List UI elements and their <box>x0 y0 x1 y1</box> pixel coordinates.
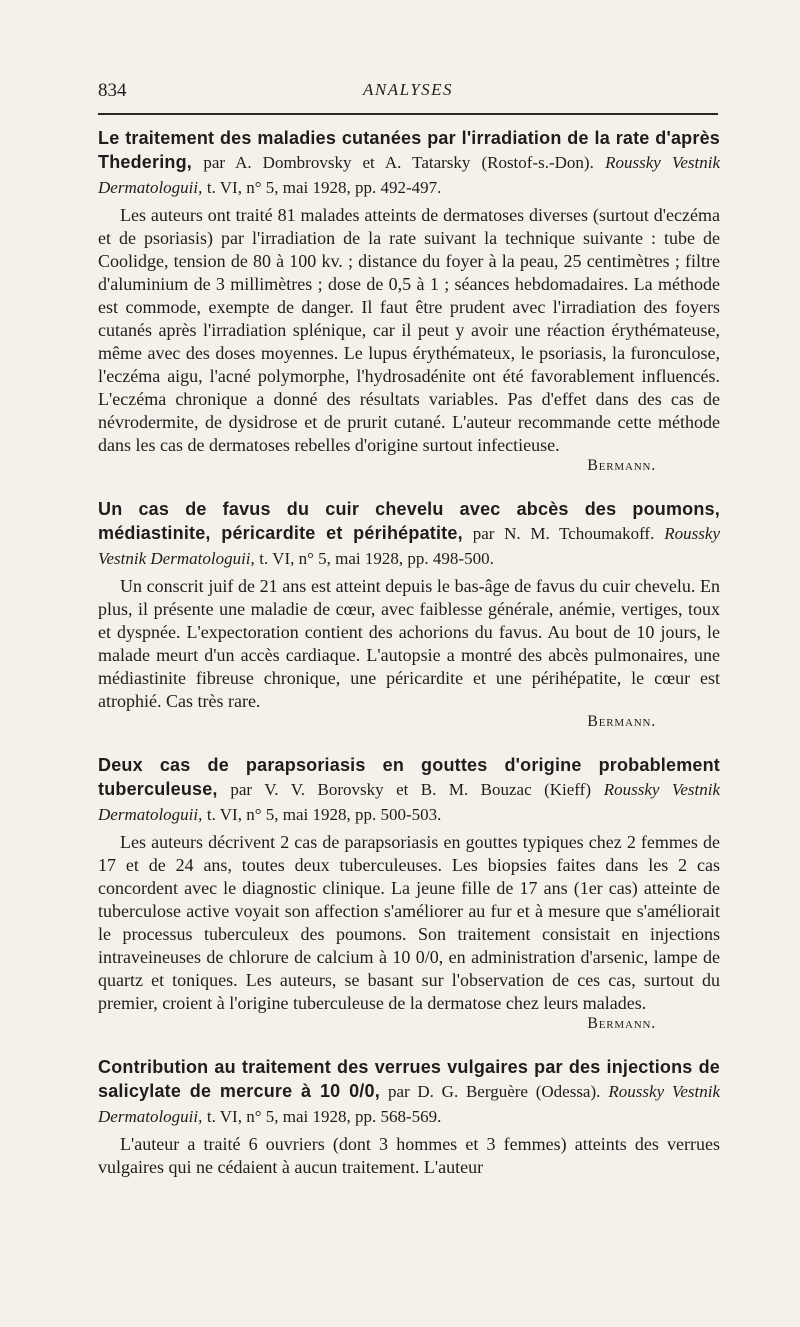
article-body: Un conscrit juif de 21 ans est atteint depuis le bas-âge de favus du cuir chevelu. En plus, il présente une maladie de cœur, avec faiblesse générale, anémie, vertiges, toux et dyspnée. L'expectoration contient des achorions du favus. Au bout de 10 jours, le malade meurt d'un accès cardiaque. L'autopsie a montré des abcès pulmonaires, une médiastinite fibreuse chronique, une péricardite et une périhépatite, le cœur est atrophié. Cas très rare. <box>98 576 720 711</box>
article-authors: par D. G. Berguère (Odessa). <box>387 1082 601 1101</box>
article-title: Contribution au traitement des verrues vulgaires par des injections de salicylate de mercure à 10 0/0, <box>98 1057 720 1101</box>
page-number: 834 <box>98 80 127 101</box>
article-reference: t. VI, n° 5, mai 1928, pp. 568-569. <box>206 1107 442 1126</box>
article-heading <box>98 1055 720 1129</box>
article-body: Les auteurs ont traité 81 malades atteints de dermatoses diverses (surtout d'eczéma et de psoriasis) par l'irradiation de la rate suivant la technique suivante : tube de Coolidge, tension de 80 à 100 kv. ; distance du foyer à la peau, 25 centimètres ; filtre d'aluminium de 3 millimètres ; dose de 0,5 à 1 ; séances hebdomadaires. La méthode est commode, exempte de danger. Il faut être prudent avec l'irradiation des foyers cutanés après l'irradiation splénique, car il peut y avoir une réaction érythémateuse, même avec des doses moyennes. Le lupus érythémateux, le psoriasis, la furonculose, l'eczéma aigu, l'acné polymorphe, l'hydrosadénite ont été favorablement influencés. L'eczéma chronique a donné des résultats variables. Pas d'effet dans des cas de névrodermite, de dysidrose et de prurit cutané. L'auteur recommande cette méthode dans les cas de dermatoses rebelles d'origine surtout infectieuse. <box>98 205 720 455</box>
article-title: Deux cas de parapsoriasis en gouttes d'origine probablement tuberculeuse, <box>98 755 720 799</box>
article-authors: par N. M. Tchoumakoff. <box>472 524 655 543</box>
header-rule <box>98 113 718 115</box>
article-heading <box>98 126 720 200</box>
article-heading <box>98 497 720 571</box>
article-parapsoriasis <box>98 753 720 1033</box>
article-reference: t. VI, n° 5, mai 1928, pp. 492-497. <box>206 178 442 197</box>
reviewer-signature: Bermann. <box>587 457 656 474</box>
article-journal: Roussky Vestnik Dermatologuii, <box>98 153 721 197</box>
article-body: Les auteurs décrivent 2 cas de parapsoriasis en gouttes typiques chez 2 femmes de 17 et de 24 ans, toutes deux tuberculeuses. Les biopsies faites dans les 2 cas concordent avec le diagnostic clinique. La jeune fille de 17 ans (1er cas) atteinte de tuberculose active voyait son affection s'améliorer au fur et à mesure que s'améliorait le processus tuberculeux des poumons. Son traitement consistait en injections intraveineuses de chlorure de calcium à 10 0/0, en administration d'arsenic, lampe de quartz et toniques. Les auteurs, se basant sur l'observation de ces cas, surtout du premier, croient à l'origine tuberculeuse de la dermatose chez leurs malades. <box>98 832 720 1013</box>
page-header <box>98 80 718 104</box>
article-favus-case <box>98 497 720 731</box>
article-body: L'auteur a traité 6 ouvriers (dont 3 hommes et 3 femmes) atteints des verrues vulgaires qui ne cédaient à aucun traitement. L'auteur <box>98 1134 720 1177</box>
article-authors: par V. V. Borovsky et B. M. Bouzac (Kieff) <box>230 780 591 799</box>
article-verrues-vulgaires <box>98 1055 720 1179</box>
reviewer-signature: Bermann. <box>587 713 656 730</box>
article-reference: t. VI, n° 5, mai 1928, pp. 498-500. <box>259 549 494 568</box>
article-journal: Roussky Vestnik Dermatologuii, <box>98 1082 721 1126</box>
running-head: ANALYSES <box>362 80 454 99</box>
article-authors: par A. Dombrovsky et A. Tatarsky (Rostof-s.-Don). <box>203 153 594 172</box>
article-irradiation-rate <box>98 126 720 475</box>
reviewer-signature: Bermann. <box>587 1015 656 1032</box>
article-journal: Roussky Vestnik Dermatologuii, <box>98 524 720 568</box>
article-journal: Roussky Vestnik Dermatologuii, <box>98 780 721 824</box>
analyses-content <box>98 126 720 1201</box>
article-reference: t. VI, n° 5, mai 1928, pp. 500-503. <box>206 805 442 824</box>
article-title: Le traitement des maladies cutanées par l'irradiation de la rate d'après Thedering, <box>98 128 720 172</box>
article-title: Un cas de favus du cuir chevelu avec abcès des poumons, médiastinite, péricardite et périhépatite, <box>98 499 720 543</box>
article-heading <box>98 753 720 827</box>
